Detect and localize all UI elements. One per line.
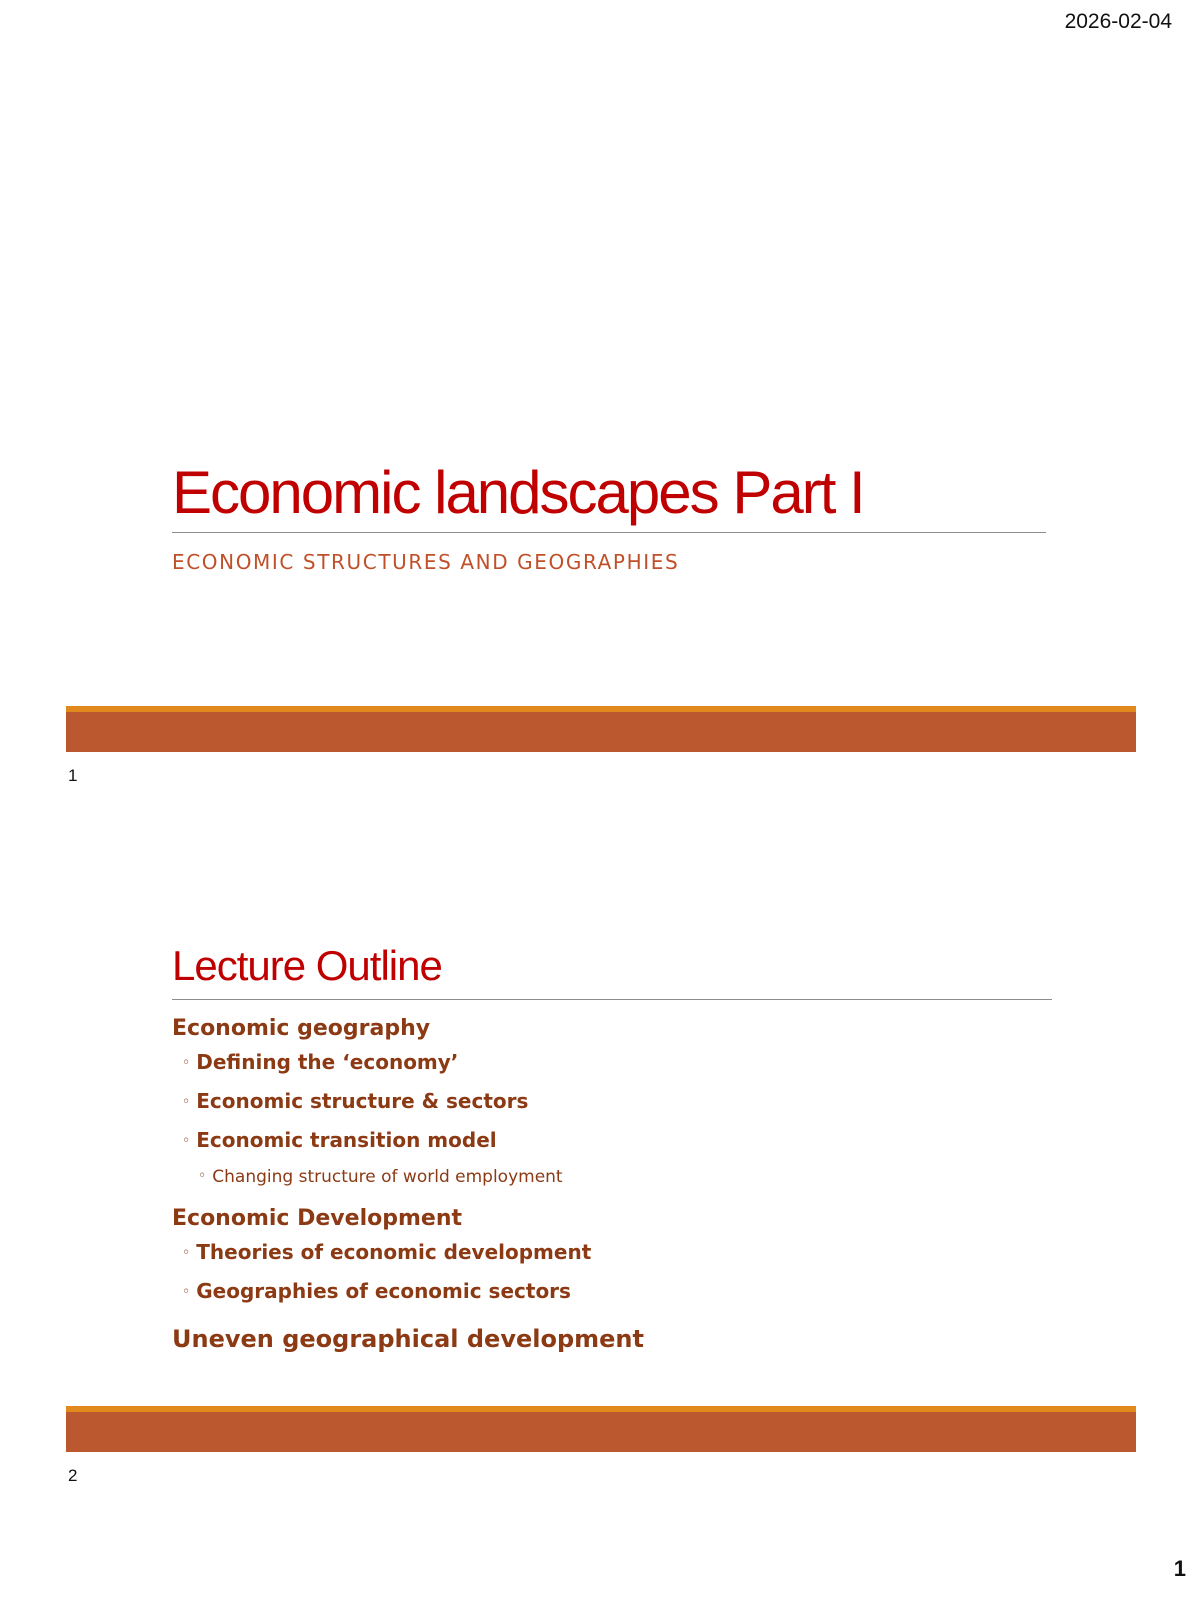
slide-subtitle: ECONOMIC STRUCTURES AND GEOGRAPHIES	[172, 550, 680, 574]
outline-item-label: Economic structure & sectors	[196, 1089, 529, 1113]
slide-number: 1	[68, 766, 78, 785]
outline-item	[172, 1044, 644, 1083]
title-divider	[172, 532, 1046, 533]
circle-bullet-icon: ◦	[198, 1168, 207, 1184]
outline-item-label: Theories of economic development	[196, 1240, 592, 1264]
page-number: 1	[1173, 1556, 1186, 1581]
outline-list	[172, 1014, 644, 1354]
slide-1	[66, 0, 1136, 785]
circle-bullet-icon: ◦	[182, 1133, 191, 1149]
outline-item	[172, 1083, 644, 1122]
slide-title: Lecture Outline	[172, 942, 442, 989]
footer-bar	[66, 1406, 1136, 1452]
outline-item-label: Geographies of economic sectors	[196, 1279, 571, 1303]
circle-bullet-icon: ◦	[182, 1245, 191, 1261]
slide-title: Economic landscapes Part I	[172, 459, 864, 526]
outline-heading: Economic Development	[172, 1206, 462, 1231]
outline-item	[172, 1273, 644, 1312]
slide-2	[66, 800, 1136, 1485]
outline-item	[172, 1122, 644, 1161]
footer-bar	[66, 706, 1136, 752]
outline-item	[172, 1234, 644, 1273]
outline-subitem-label: Changing structure of world employment	[212, 1167, 563, 1187]
circle-bullet-icon: ◦	[182, 1284, 191, 1300]
outline-heading: Economic geography	[172, 1016, 431, 1041]
print-date: 2026-02-04	[1064, 10, 1172, 33]
outline-item-label: Defining the ‘economy’	[196, 1050, 459, 1074]
circle-bullet-icon: ◦	[182, 1055, 191, 1071]
outline-item-label: Economic transition model	[196, 1128, 497, 1152]
outline-heading: Uneven geographical development	[172, 1325, 644, 1353]
title-divider	[172, 999, 1052, 1000]
outline-subitem	[172, 1161, 644, 1194]
slide-number: 2	[68, 1466, 78, 1485]
circle-bullet-icon: ◦	[182, 1094, 191, 1110]
